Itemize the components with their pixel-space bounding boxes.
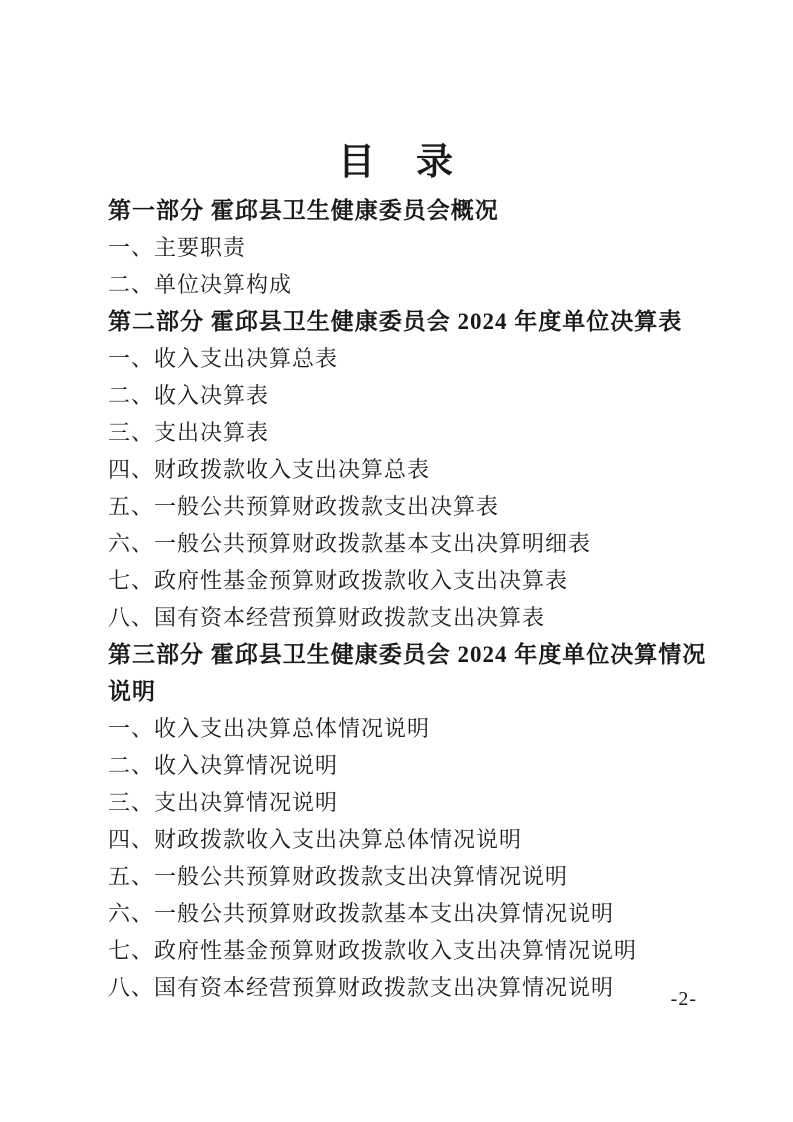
toc-item: 七、政府性基金预算财政拨款收入支出决算表 — [108, 568, 569, 593]
toc-section-3-heading: 第三部分 霍邱县卫生健康委员会 2024 年度单位决算情况说明 — [108, 642, 707, 704]
toc-section-1-heading: 第一部分 霍邱县卫生健康委员会概况 — [108, 198, 499, 223]
toc-item: 一、主要职责 — [108, 235, 247, 260]
toc-item: 二、单位决算构成 — [108, 272, 293, 297]
toc-item: 一、收入支出决算总表 — [108, 346, 339, 371]
toc-item: 二、收入决算表 — [108, 383, 270, 408]
toc-item: 七、政府性基金预算财政拨款收入支出决算情况说明 — [108, 938, 638, 963]
page-title: 目 录 — [338, 142, 455, 183]
toc-section-2-heading: 第二部分 霍邱县卫生健康委员会 2024 年度单位决算表 — [108, 309, 683, 334]
toc-item: 四、财政拨款收入支出决算总表 — [108, 457, 431, 482]
toc-item: 五、一般公共预算财政拨款支出决算情况说明 — [108, 864, 569, 889]
table-of-contents — [0, 192, 793, 1006]
toc-item: 三、支出决算情况说明 — [108, 790, 339, 815]
toc-item: 八、国有资本经营预算财政拨款支出决算情况说明 — [108, 975, 615, 1000]
toc-item: 六、一般公共预算财政拨款基本支出决算情况说明 — [108, 901, 615, 926]
toc-item: 三、支出决算表 — [108, 420, 270, 445]
toc-item: 二、收入决算情况说明 — [108, 753, 339, 778]
toc-item: 六、一般公共预算财政拨款基本支出决算明细表 — [108, 531, 592, 556]
toc-item: 四、财政拨款收入支出决算总体情况说明 — [108, 827, 523, 852]
toc-item: 一、收入支出决算总体情况说明 — [108, 716, 431, 741]
toc-item: 八、国有资本经营预算财政拨款支出决算表 — [108, 605, 546, 630]
toc-item: 五、一般公共预算财政拨款支出决算表 — [108, 494, 500, 519]
page-number: -2- — [670, 988, 697, 1010]
